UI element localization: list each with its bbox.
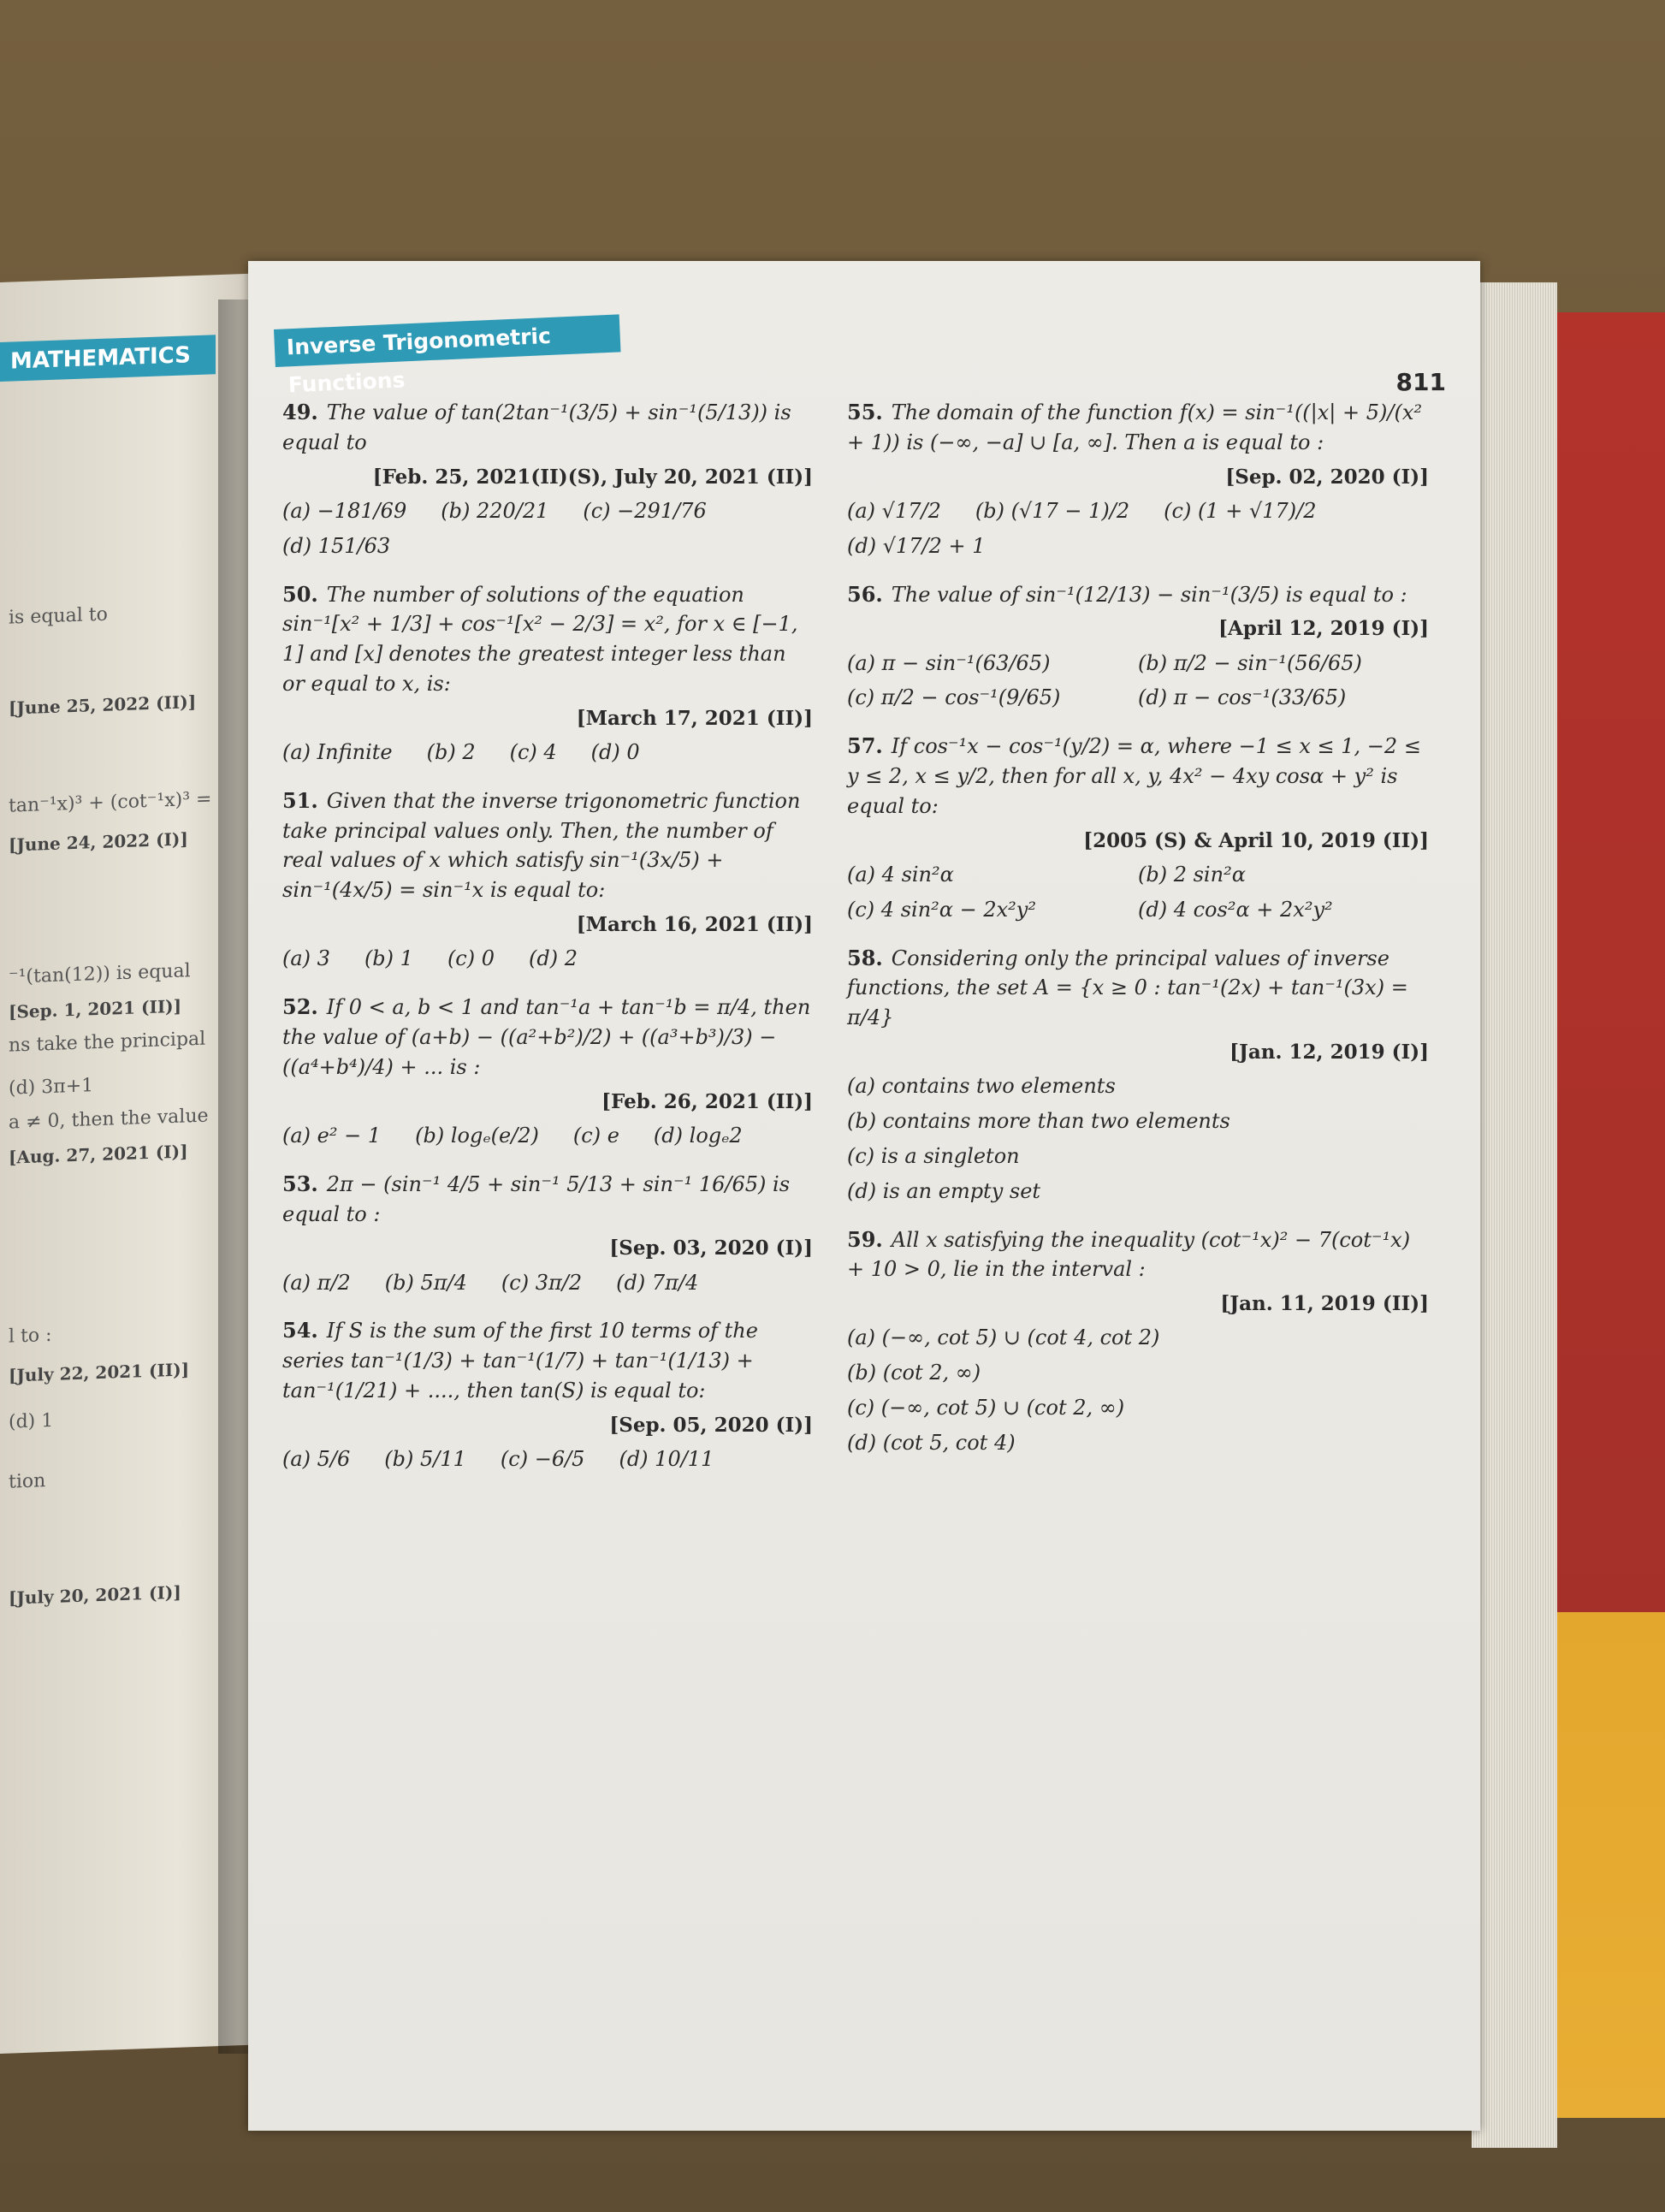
question-reference: [Feb. 26, 2021 (II)] (601, 1089, 813, 1113)
answer-option: (b) 5π/4 (384, 1270, 467, 1295)
question-item (282, 993, 813, 1151)
question-item (282, 786, 813, 974)
left-page-fragment: ⁻¹(tan(12)) is equal (9, 960, 191, 988)
options-group (282, 1444, 813, 1474)
options-group (282, 944, 813, 974)
answer-option: (c) 0 (447, 946, 495, 971)
answer-option: (a) (−∞, cot 5) ∪ (cot 4, cot 2) (847, 1325, 1160, 1350)
question-statement: The value of tan(2tan⁻¹(3/5) + sin⁻¹(5/13)) is equal to (282, 400, 791, 454)
answer-option: (b) logₑ(e/2) (415, 1123, 539, 1148)
chapter-title: Inverse Trigonometric Functions (274, 314, 621, 367)
question-text (282, 993, 813, 1082)
left-page-fragment: [July 20, 2021 (I)] (9, 1581, 181, 1609)
answer-option: (a) π/2 (282, 1270, 351, 1295)
question-reference: [Feb. 25, 2021(II)(S), July 20, 2021 (II)] (372, 465, 813, 489)
answer-option: (c) e (572, 1123, 619, 1148)
book-cover-edge (1553, 312, 1665, 2118)
answer-option: (a) e² − 1 (282, 1123, 382, 1148)
question-number: 57. (847, 733, 883, 759)
question-statement: The value of sin⁻¹(12/13) − sin⁻¹(3/5) is equal to : (891, 582, 1407, 607)
question-number: 59. (847, 1226, 883, 1252)
question-item (847, 1225, 1429, 1458)
answer-option: (b) (cot 2, ∞) (847, 1361, 981, 1385)
question-item (282, 1316, 813, 1474)
answer-option: (d) 0 (590, 740, 640, 765)
answer-option: (d) (cot 5, cot 4) (847, 1430, 1016, 1455)
answer-option: (a) Infinite (282, 740, 393, 765)
answer-option: (c) is a singleton (847, 1143, 1020, 1168)
question-reference: [Sep. 03, 2020 (I)] (609, 1236, 813, 1260)
answer-option: (b) 2 sin²α (1138, 863, 1246, 887)
question-number: 52. (282, 994, 318, 1020)
question-text (282, 1170, 813, 1230)
question-number: 51. (282, 787, 318, 813)
right-page (248, 261, 1480, 2131)
answer-option: (d) 151/63 (282, 533, 391, 558)
answer-option: (b) 1 (364, 946, 413, 971)
answer-option: (b) contains more than two elements (847, 1109, 1230, 1134)
answer-option: (d) 10/11 (619, 1447, 714, 1472)
question-statement: 2π − (sin⁻¹ 4/5 + sin⁻¹ 5/13 + sin⁻¹ 16/65) is equal to : (282, 1171, 791, 1226)
question-reference: [2005 (S) & April 10, 2019 (II)] (1083, 828, 1429, 852)
answer-option: (a) 4 sin²α (847, 863, 954, 887)
answer-option: (c) (1 + √17)/2 (1164, 498, 1317, 523)
question-statement: If 0 < a, b < 1 and tan⁻¹a + tan⁻¹b = π/4, then the value of (a+b) − ((a²+b²)/2) + ((a³+b³)/3) − ((a⁴+b⁴)/4) + ... is : (282, 995, 811, 1079)
question-statement: The number of solutions of the equation sin⁻¹[x² + 1/3] + cos⁻¹[x² − 2/3] = x², for x ∈ [−1, 1] and [x] denotes the greatest integer less than or equal to x, is: (282, 582, 798, 696)
options-group (847, 496, 1429, 561)
question-reference: [April 12, 2019 (I)] (1218, 617, 1429, 641)
question-reference: [March 17, 2021 (II)] (576, 706, 813, 730)
question-reference: [Jan. 12, 2019 (I)] (1229, 1040, 1429, 1064)
answer-option: (d) logₑ2 (653, 1123, 743, 1148)
answer-option: (b) (√17 − 1)/2 (975, 498, 1130, 523)
answer-option: (c) −6/5 (500, 1447, 585, 1472)
question-text (847, 580, 1429, 610)
page-number: 811 (1395, 368, 1446, 396)
answer-option: (b) 5/11 (384, 1447, 466, 1472)
answer-option: (c) 4 sin²α − 2x²y² (847, 897, 1036, 922)
question-item (282, 580, 813, 768)
answer-option: (d) is an empty set (847, 1178, 1041, 1203)
left-page-fragment: l to : (9, 1324, 52, 1348)
question-statement: The domain of the function f(x) = sin⁻¹((|x| + 5)/(x² + 1)) is (−∞, −a] ∪ [a, ∞]. Then a is equal to : (847, 400, 1422, 454)
question-item (282, 398, 813, 561)
question-number: 53. (282, 1171, 318, 1196)
left-page-fragment: (d) 1 (9, 1409, 54, 1433)
question-text (282, 1316, 813, 1405)
left-page-fragment: is equal to (9, 603, 108, 629)
page-stack-edge (1472, 282, 1557, 2148)
left-page-fragment: [Aug. 27, 2021 (I)] (9, 1141, 188, 1168)
question-text (282, 398, 813, 458)
question-text (282, 580, 813, 699)
question-statement: Considering only the principal values of inverse functions, the set A = {x ≥ 0 : tan⁻¹(2x) + tan⁻¹(3x) = π/4} (847, 946, 1408, 1030)
left-page-fragment: tion (9, 1470, 46, 1493)
options-group (847, 649, 1429, 714)
answer-option: (a) contains two elements (847, 1074, 1116, 1099)
answer-option: (d) 4 cos²α + 2x²y² (1138, 897, 1333, 922)
answer-option: (b) 220/21 (441, 498, 549, 523)
options-group (282, 738, 813, 768)
answer-option: (a) π − sin⁻¹(63/65) (847, 650, 1051, 675)
answer-option: (d) √17/2 + 1 (847, 533, 986, 558)
question-statement: If cos⁻¹x − cos⁻¹(y/2) = α, where −1 ≤ x ≤ 1, −2 ≤ y ≤ 2, x ≤ y/2, then for all x, y, 4x² − 4xy cosα + y² is equal to: (847, 734, 1421, 818)
question-text (282, 786, 813, 905)
question-item (847, 580, 1429, 714)
left-page-fragment: ns take the principal (9, 1028, 206, 1057)
question-number: 55. (847, 400, 883, 424)
question-number: 50. (282, 581, 318, 607)
answer-option: (d) 7π/4 (616, 1270, 699, 1295)
left-page-fragment: [Sep. 1, 2021 (II)] (9, 995, 182, 1023)
answer-option: (d) π − cos⁻¹(33/65) (1138, 685, 1347, 710)
question-statement: Given that the inverse trigonometric function take principal values only. Then, the number of real values of x which satisfy sin⁻¹(3x/5) + sin⁻¹(4x/5) = sin⁻¹x is equal to: (282, 788, 801, 903)
answer-option: (c) 3π/2 (501, 1270, 583, 1295)
question-item (847, 398, 1429, 561)
options-group (282, 1121, 813, 1151)
question-number: 54. (282, 1318, 318, 1343)
question-text (847, 398, 1429, 458)
left-page-fragment: tan⁻¹x)³ + (cot⁻¹x)³ = (9, 788, 212, 817)
left-page-header: MATHEMATICS (0, 335, 216, 382)
answer-option: (c) −291/76 (583, 498, 707, 523)
options-group (282, 1268, 813, 1298)
left-page-fragment: [June 24, 2022 (I)] (9, 828, 188, 856)
question-reference: [Sep. 02, 2020 (I)] (1225, 465, 1429, 489)
question-reference: [Jan. 11, 2019 (II)] (1220, 1292, 1429, 1316)
options-group (847, 1071, 1429, 1206)
right-column (847, 398, 1429, 1477)
left-page-fragment: [July 22, 2021 (II)] (9, 1359, 190, 1386)
answer-option: (d) 2 (529, 946, 578, 971)
answer-option: (a) 3 (282, 946, 330, 971)
question-reference: [March 16, 2021 (II)] (576, 913, 813, 937)
answer-option: (a) √17/2 (847, 498, 941, 523)
question-number: 58. (847, 945, 883, 970)
question-item (847, 944, 1429, 1207)
answer-option: (c) π/2 − cos⁻¹(9/65) (847, 685, 1061, 710)
question-statement: All x satisfying the inequality (cot⁻¹x)² − 7(cot⁻¹x) + 10 > 0, lie in the interval : (847, 1227, 1411, 1282)
question-item (847, 732, 1429, 924)
question-item (282, 1170, 813, 1298)
question-text (847, 732, 1429, 821)
answer-option: (c) (−∞, cot 5) ∪ (cot 2, ∞) (847, 1396, 1125, 1420)
answer-option: (b) π/2 − sin⁻¹(56/65) (1138, 650, 1362, 675)
answer-option: (c) 4 (509, 740, 557, 765)
answer-option: (b) 2 (426, 740, 476, 765)
answer-option: (a) −181/69 (282, 498, 407, 523)
question-text (847, 944, 1429, 1033)
question-number: 56. (847, 581, 883, 607)
question-number: 49. (282, 400, 318, 424)
left-page-fragment: (d) 3π+1 (9, 1075, 94, 1100)
left-page-fragment: [June 25, 2022 (II)] (9, 691, 197, 719)
options-group (282, 496, 813, 561)
options-group (847, 860, 1429, 925)
options-group (847, 1323, 1429, 1457)
left-page-fragment: a ≠ 0, then the value (9, 1105, 209, 1134)
answer-option: (a) 5/6 (282, 1447, 351, 1472)
question-statement: If S is the sum of the first 10 terms of the series tan⁻¹(1/3) + tan⁻¹(1/7) + tan⁻¹(1/13) + tan⁻¹(1/21) + ...., then tan(S) is equal to: (282, 1319, 758, 1403)
left-column (282, 398, 813, 1493)
question-text (847, 1225, 1429, 1285)
question-reference: [Sep. 05, 2020 (I)] (609, 1413, 813, 1437)
